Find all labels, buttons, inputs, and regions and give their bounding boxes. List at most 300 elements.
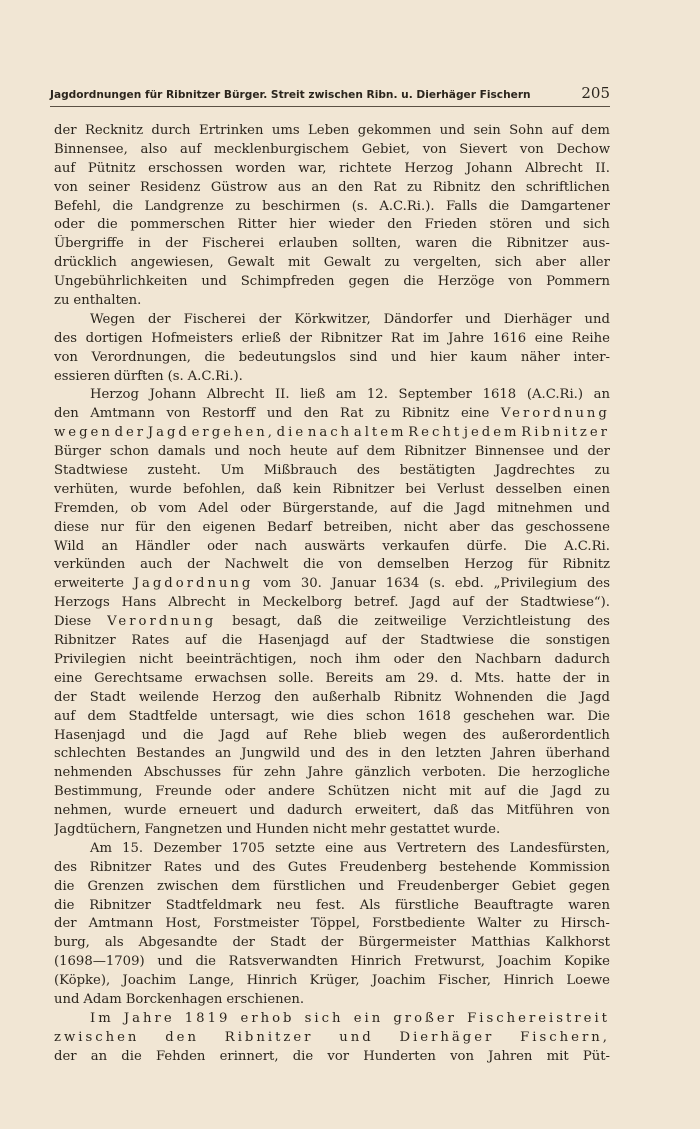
word: gegen [348, 274, 390, 290]
word: ums [271, 123, 300, 138]
word: Fangnetzen [144, 821, 223, 837]
word: Rat [340, 406, 364, 422]
text-line [54, 594, 610, 613]
word: von [422, 141, 447, 157]
word: in [378, 746, 392, 762]
word: betref. [354, 595, 399, 611]
word: zu [235, 198, 251, 214]
word: zu [406, 179, 423, 195]
word: Mitführen [506, 803, 574, 819]
word: noch [309, 651, 343, 667]
word: Um [220, 463, 245, 479]
word: Rat [373, 179, 397, 195]
word: war. [546, 708, 576, 724]
word: im [422, 330, 440, 346]
word: Falls [445, 198, 478, 214]
word: nach [307, 425, 353, 441]
word: Hinrich [246, 973, 298, 989]
word: September [398, 387, 472, 403]
word: erwachsen [194, 670, 267, 686]
word: die [195, 954, 216, 970]
word: Ritter [237, 217, 277, 233]
word: aus- [582, 236, 610, 252]
word: Ribnitz [562, 557, 610, 573]
word: von [586, 803, 610, 819]
word: der [289, 330, 312, 346]
word: Landgrenze [144, 198, 224, 214]
word: Stadt [269, 935, 306, 951]
word: (s. [429, 576, 446, 592]
text-line [54, 481, 610, 500]
word: fürstliche [395, 897, 459, 913]
word: dem [581, 123, 610, 138]
word: den [54, 406, 79, 422]
word: schlechten [54, 746, 127, 762]
body-text [54, 122, 610, 1067]
word: der [485, 595, 509, 611]
word: den [437, 651, 462, 667]
word: Reihe [571, 330, 610, 346]
text-line [54, 424, 610, 443]
word: nicht [402, 784, 437, 800]
word: und [465, 311, 491, 327]
text-line [54, 991, 610, 1010]
word: mecklenburgischem [213, 141, 349, 157]
word: gegen [568, 878, 610, 894]
word: mit [546, 1048, 569, 1064]
word: Herzog [90, 387, 139, 403]
word: zu [384, 255, 400, 271]
word: Fischern, [520, 1029, 610, 1045]
word: zu [54, 293, 70, 309]
word: Joachim [497, 954, 552, 970]
text-line [54, 160, 610, 179]
word: zehn [264, 765, 296, 781]
word: Dierhäger [399, 1029, 495, 1045]
text-line [54, 840, 610, 859]
word: von [450, 1048, 474, 1064]
word: wurde [129, 481, 172, 497]
word: mit [288, 255, 311, 271]
word: Verordnung [500, 406, 610, 422]
word: diese [54, 519, 90, 535]
word: befohlen, [183, 481, 246, 497]
word: von [54, 349, 78, 365]
word: wie [291, 708, 315, 724]
word: zeitweilige [374, 614, 447, 630]
word: mehr [350, 821, 386, 837]
word: sich [494, 255, 522, 271]
word: und [358, 878, 385, 894]
text-line [54, 500, 610, 519]
word: Dezember [153, 840, 222, 856]
word: bei [405, 481, 426, 497]
word: den [165, 1029, 199, 1045]
word: Schimpfreden [240, 274, 335, 290]
word: verkaufen [382, 538, 450, 554]
word: bedeutungslos [238, 349, 336, 365]
word: der [165, 236, 188, 252]
word: auch [140, 557, 173, 573]
word: demselben [377, 557, 450, 573]
word: die [54, 897, 75, 913]
word: sich [304, 1010, 344, 1026]
word: und [226, 821, 252, 837]
word: betreiben, [323, 519, 393, 535]
word: eine [54, 670, 83, 686]
word: und [391, 349, 417, 365]
word: Jahre [123, 1010, 175, 1026]
word: Wild [54, 538, 85, 554]
text-line [54, 235, 610, 254]
word: Fremden, [54, 500, 119, 516]
word: dadurch [287, 803, 343, 819]
word: Nachwelt [224, 557, 289, 573]
word: Gutes [287, 859, 327, 875]
word: (1698—1709) [54, 954, 145, 970]
word: Mißbrauch [263, 463, 338, 479]
word: daß [433, 803, 459, 819]
word: Rates [163, 859, 202, 875]
word: schon [366, 708, 406, 724]
word: geschossene [525, 519, 610, 535]
word: Abschusses [143, 765, 222, 781]
word: zwischen [156, 878, 219, 894]
word: Bestandes [136, 746, 206, 762]
word: des [586, 614, 610, 630]
word: Körkwitzer, [294, 311, 371, 327]
word: oder [54, 217, 85, 233]
word: noch [248, 444, 281, 460]
word: letzten [435, 746, 482, 762]
word: die [204, 349, 226, 365]
word: an [101, 538, 118, 554]
word: Ribnitzer [404, 444, 466, 460]
word: Jagd [579, 689, 610, 705]
word: Ratsverwandten [228, 954, 339, 970]
word: an [593, 387, 610, 403]
word: 29. [417, 670, 439, 686]
text-line [54, 897, 610, 916]
word: Bürgermeister [358, 935, 457, 951]
word: Jahre [307, 765, 344, 781]
word: des [252, 859, 276, 875]
word: Ribnitzer [54, 633, 116, 649]
word: Dändorfer [383, 311, 453, 327]
word: die [276, 425, 307, 441]
text-line [54, 254, 610, 273]
word: Residenz [140, 179, 201, 195]
word: Freudenberger [397, 878, 499, 894]
word: Am [90, 840, 113, 856]
word: oder [224, 784, 256, 800]
word: großer [393, 1010, 457, 1026]
word: war, [298, 160, 327, 176]
word: Bürger [54, 444, 102, 460]
word: Ribnitz [393, 689, 442, 705]
word: 1618 [417, 708, 451, 724]
word: bestehende [439, 859, 517, 875]
word: der [562, 670, 586, 686]
word: vom [158, 500, 187, 516]
word: Gewalt [323, 255, 371, 271]
text-line [54, 386, 610, 405]
word: Verordnung [107, 614, 217, 630]
word: den [490, 179, 516, 195]
word: Vertretern [396, 840, 467, 856]
text-line [54, 1029, 610, 1048]
word: beeinträchtigen, [186, 651, 297, 667]
word: Verzichtleistung [462, 614, 571, 630]
word: Recht [408, 425, 463, 441]
word: und [584, 311, 610, 327]
text-line [54, 575, 610, 594]
word: Privilegien [54, 651, 127, 667]
word: Jagd [551, 784, 582, 800]
word: und [201, 274, 227, 290]
text-line [54, 651, 610, 670]
word: hier [289, 217, 316, 233]
word: solle. [278, 670, 314, 686]
word: Die [524, 538, 547, 554]
word: Gebiet [511, 878, 556, 894]
word: überhand [545, 746, 610, 762]
word: Die [587, 708, 610, 724]
word: pommerschen [130, 217, 225, 233]
text-line [54, 934, 610, 953]
word: und [54, 991, 80, 1007]
word: Verlust [437, 481, 485, 497]
word: der [258, 311, 282, 327]
word: die [337, 614, 359, 630]
word: 1705 [231, 840, 265, 856]
word: Befehl, [54, 198, 102, 214]
word: Jagdrechtes [494, 463, 575, 479]
word: schriftlichen [525, 179, 610, 195]
word: Händler [135, 538, 190, 554]
word: in [597, 670, 610, 686]
text-line [54, 953, 610, 972]
word: zu [533, 916, 549, 932]
word: Leben [308, 123, 350, 138]
word: Kommission [529, 859, 610, 875]
text-line [54, 405, 610, 424]
word: erließ [241, 330, 281, 346]
word: die [121, 1048, 142, 1064]
word: und [266, 406, 293, 422]
word: Landesfürsten, [509, 840, 610, 856]
word: wurde. [453, 821, 501, 837]
word: herzogliche [531, 765, 610, 781]
word: eine [534, 330, 564, 346]
word: und [249, 803, 275, 819]
text-line [54, 556, 610, 575]
word: Pommern [546, 274, 610, 290]
word: Ertrinken [198, 123, 264, 138]
word: Bürgerstande, [282, 500, 379, 516]
word: damals [157, 444, 206, 460]
word: bestätigten [399, 463, 476, 479]
word: zu [594, 463, 610, 479]
word: worden [235, 160, 286, 176]
word: das [490, 519, 514, 535]
word: des [586, 576, 610, 592]
word: Bestimmung, [54, 784, 143, 800]
word: Gebiet, [361, 141, 410, 157]
word: sonstigen [545, 633, 610, 649]
text-line [54, 745, 610, 764]
word: der [114, 425, 147, 441]
word: Verordnungen, [91, 349, 191, 365]
word: ebd. [454, 576, 484, 592]
text-line [54, 443, 610, 462]
text-line [54, 216, 610, 235]
text-line [54, 1010, 610, 1029]
word: Johann [465, 160, 513, 176]
word: auf [184, 633, 207, 649]
word: und [141, 727, 167, 743]
word: zwischen [54, 1029, 140, 1045]
word: die [509, 633, 531, 649]
word: der [148, 311, 171, 327]
word: und [439, 123, 466, 138]
word: desselben [495, 481, 562, 497]
word: Hunden [255, 821, 309, 837]
text-line [54, 878, 610, 897]
header-rule [50, 106, 610, 107]
word: Hirsch- [560, 916, 610, 932]
word: auf [551, 123, 573, 138]
word: Stadtwiese“). [520, 595, 610, 611]
word: A.C.Ri. [564, 538, 610, 554]
word: die [546, 689, 567, 705]
word: Jungwild [241, 746, 301, 762]
word: die [112, 198, 133, 214]
word: enthalten. [73, 293, 142, 309]
word: Stadt [89, 689, 126, 705]
word: dadurch [554, 651, 610, 667]
word: und [214, 859, 240, 875]
word: die [292, 1048, 314, 1064]
word: aber [535, 255, 566, 271]
word: Hans [121, 595, 157, 611]
word: (Köpke), [54, 973, 111, 989]
word: außerhalb [312, 689, 381, 705]
word: und [544, 217, 571, 233]
word: erschienen. [226, 991, 305, 1007]
word: sollten, [352, 236, 402, 252]
word: stören [489, 217, 533, 233]
word: Rehe [303, 727, 338, 743]
word: Jagd [455, 500, 486, 516]
page-number: 205 [581, 84, 610, 102]
word: mitnehmen [497, 500, 573, 516]
word: den [400, 746, 426, 762]
word: den [303, 406, 329, 422]
word: richtete [339, 160, 392, 176]
word: blieb [353, 727, 387, 743]
word: auf [336, 444, 358, 460]
word: ein [353, 1010, 384, 1026]
word: von [519, 141, 544, 157]
word: (s. [351, 198, 368, 214]
word: Ribnitz [401, 406, 450, 422]
word: setzte [275, 840, 316, 856]
word: Januar [331, 576, 376, 592]
word: den [338, 179, 363, 195]
word: die [54, 878, 75, 894]
word: Restorff [201, 406, 256, 422]
word: Gewalt [227, 255, 275, 271]
word: Hasenjagd [258, 633, 330, 649]
word: weilende [138, 689, 199, 705]
word: Fretwurst, [414, 954, 485, 970]
word: Stadtwiese [54, 463, 128, 479]
word: Kopike [564, 954, 610, 970]
word: erlauben [278, 236, 338, 252]
word: der [54, 1048, 77, 1064]
word: verkünden [54, 557, 126, 573]
word: d. [450, 670, 463, 686]
word: Wegen [90, 311, 136, 327]
word: Jagdtüchern, [54, 821, 141, 837]
word: Rat [390, 330, 415, 346]
word: an [90, 1048, 108, 1064]
word: des [476, 840, 500, 856]
word: geschehen [463, 708, 535, 724]
word: wieder [328, 217, 375, 233]
word: erhob [240, 1010, 295, 1026]
word: Jahren [488, 1048, 533, 1064]
word: Albrecht [168, 595, 226, 611]
word: von [338, 557, 363, 573]
word: Frieden [424, 217, 477, 233]
word: A.C.Ri.). [187, 368, 243, 384]
word: Dierhäger [503, 311, 572, 327]
word: die [303, 557, 324, 573]
word: Freudenberg [339, 859, 427, 875]
word: 1616 [492, 330, 527, 346]
text-line [54, 349, 610, 368]
running-header [50, 84, 610, 104]
word: Beauftragte [473, 897, 554, 913]
word: Mts. [474, 670, 505, 686]
word: auf [344, 633, 367, 649]
word: Sievert [459, 141, 508, 157]
word: Host, [165, 916, 202, 932]
word: Die [497, 765, 521, 781]
word: dortigen [85, 330, 143, 346]
word: gänzlich [354, 765, 411, 781]
word: das [470, 803, 494, 819]
word: Fischereistreit [467, 1010, 610, 1026]
word: der [54, 689, 77, 705]
word: neu [276, 897, 302, 913]
word: Adam [83, 991, 122, 1007]
word: Bereits [325, 670, 374, 686]
word: Fischer, [438, 973, 491, 989]
word: auf [54, 708, 76, 724]
text-line [54, 915, 610, 934]
word: Ribnitzer [506, 236, 568, 252]
word: Amtmann [90, 406, 155, 422]
word: erinnert, [219, 1048, 279, 1064]
word: Stadtfeldmark [165, 897, 262, 913]
word: Herzogs [54, 595, 110, 611]
word: Forstbediente [372, 916, 466, 932]
word: Pütnitz [87, 160, 136, 176]
word: burg, [54, 935, 90, 951]
